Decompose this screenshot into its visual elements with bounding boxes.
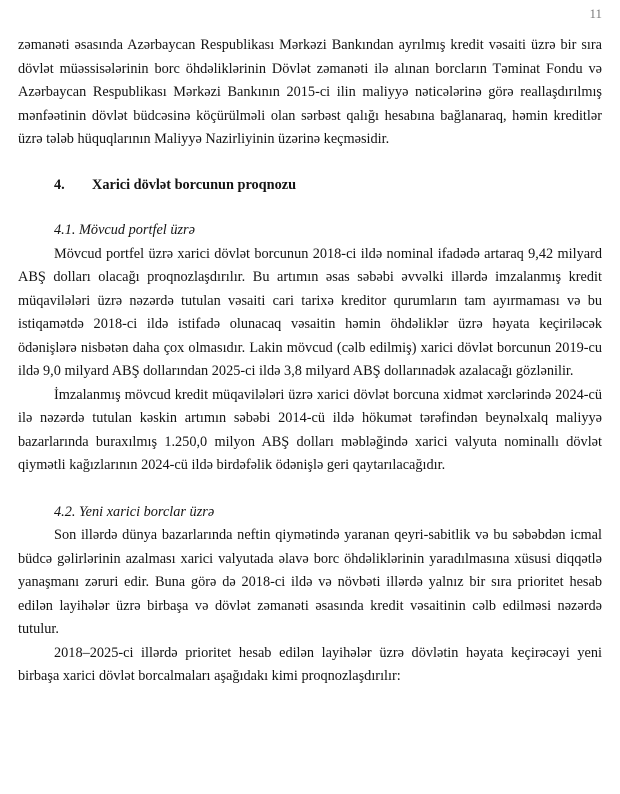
subsection-4-2-heading: 4.2. Yeni xarici borclar üzrə <box>54 503 215 520</box>
subsection-4-2-paragraph-2: 2018–2025-ci illərdə prioritet hesab edilən layihələr üzrə dövlətin həyata keçirəcəyi yeni birbaşa xarici dövlət borcalmaları aşağıdakı kimi proqnozlaşdırılır: <box>18 644 602 684</box>
subsection-4-2-paragraph-1: Son illərdə dünya bazarlarında neftin qiymətində yaranan qeyri-sabitlik və bu səbəbdən icmal büdcə gəlirlərinin azalması xarici valyutada əlavə borc öhdəliklərinin yaradılmasına xüsusi diqqətlə yanaşmanı zəruri edir. Buna görə də 2018-ci ildə və növbəti illərdə yalnız bir sıra prioritet hesab edilən layihələr üzrə birbaşa və dövlət zəmanəti əsasında kredit vəsaitinin cəlb edilməsi nəzərdə tutulur. <box>18 527 602 637</box>
subsection-4-1-paragraph-1: Mövcud portfel üzrə xarici dövlət borcunun 2018-ci ildə nominal ifadədə artaraq 9,42 milyard ABŞ dolları olacağı proqnozlaşdırılır. Bu artımın əsas səbəbi əvvəlki illərdə imzalanmış kredit müqavilələri üzrə nəzərdə tutulan vəsaiti cari tarixə kreditor qurumların tam ayırmaması və bu istiqamətdə 2018-ci ildə istifadə olunacaq vəsaitin həmin öhdəliklər üzrə həyata keçiriləcək ödənişlərə nisbətən daha çox olmasıdır. Lakin mövcud (cəlb edilmiş) xarici dövlət borcunun 2019-cu ildə 9,0 milyard ABŞ dollarından 2025-ci ildə 3,8 milyard ABŞ dollarınadək azalacağı gözlənilir. <box>18 245 602 379</box>
section-4-title: Xarici dövlət borcunun proqnozu <box>92 176 297 193</box>
section-4-number: 4. <box>54 176 65 193</box>
section-4-heading <box>54 174 602 198</box>
intro-paragraph: zəmanəti əsasında Azərbaycan Respublikası Mərkəzi Bankından ayrılmış kredit vəsaiti üzrə bir sıra dövlət müəssisələrinin borc öhdəliklərinin Dövlət zəmanəti ilə alınan borcların Təminat Fondu və Azərbaycan Respublikası Mərkəzi Bankının 2015-ci ilin maliyyə nəticələrinə görə reallaşdırılmış mənfəətinin dövlət büdcəsinə köçürülməli olan sərbəst qalığı hesabına bağlanaraq, həmin kreditlər üzrə tələb hüquqlarının Maliyyə Nazirliyinin üzərinə keçməsidir. <box>18 37 602 147</box>
subsection-4-1-paragraph-2: İmzalanmış mövcud kredit müqavilələri üzrə xarici dövlət borcuna xidmət xərclərində 2024-cü ilə nəzərdə tutulan kəskin artımın səbəbi 2014-cü ildə hökumət tərəfindən beynəlxalq maliyyə bazarlarında buraxılmış 1.250,0 milyon ABŞ dolları məbləğində xarici valyuta nominallı dövlət qiymətli kağızlarının 2024-cü ildə birdəfəlik ödənişlə geri qaytarılacağıdır. <box>18 386 602 473</box>
page-number: 11 <box>589 6 602 21</box>
subsection-4-1-heading: 4.1. Mövcud portfel üzrə <box>54 222 195 238</box>
